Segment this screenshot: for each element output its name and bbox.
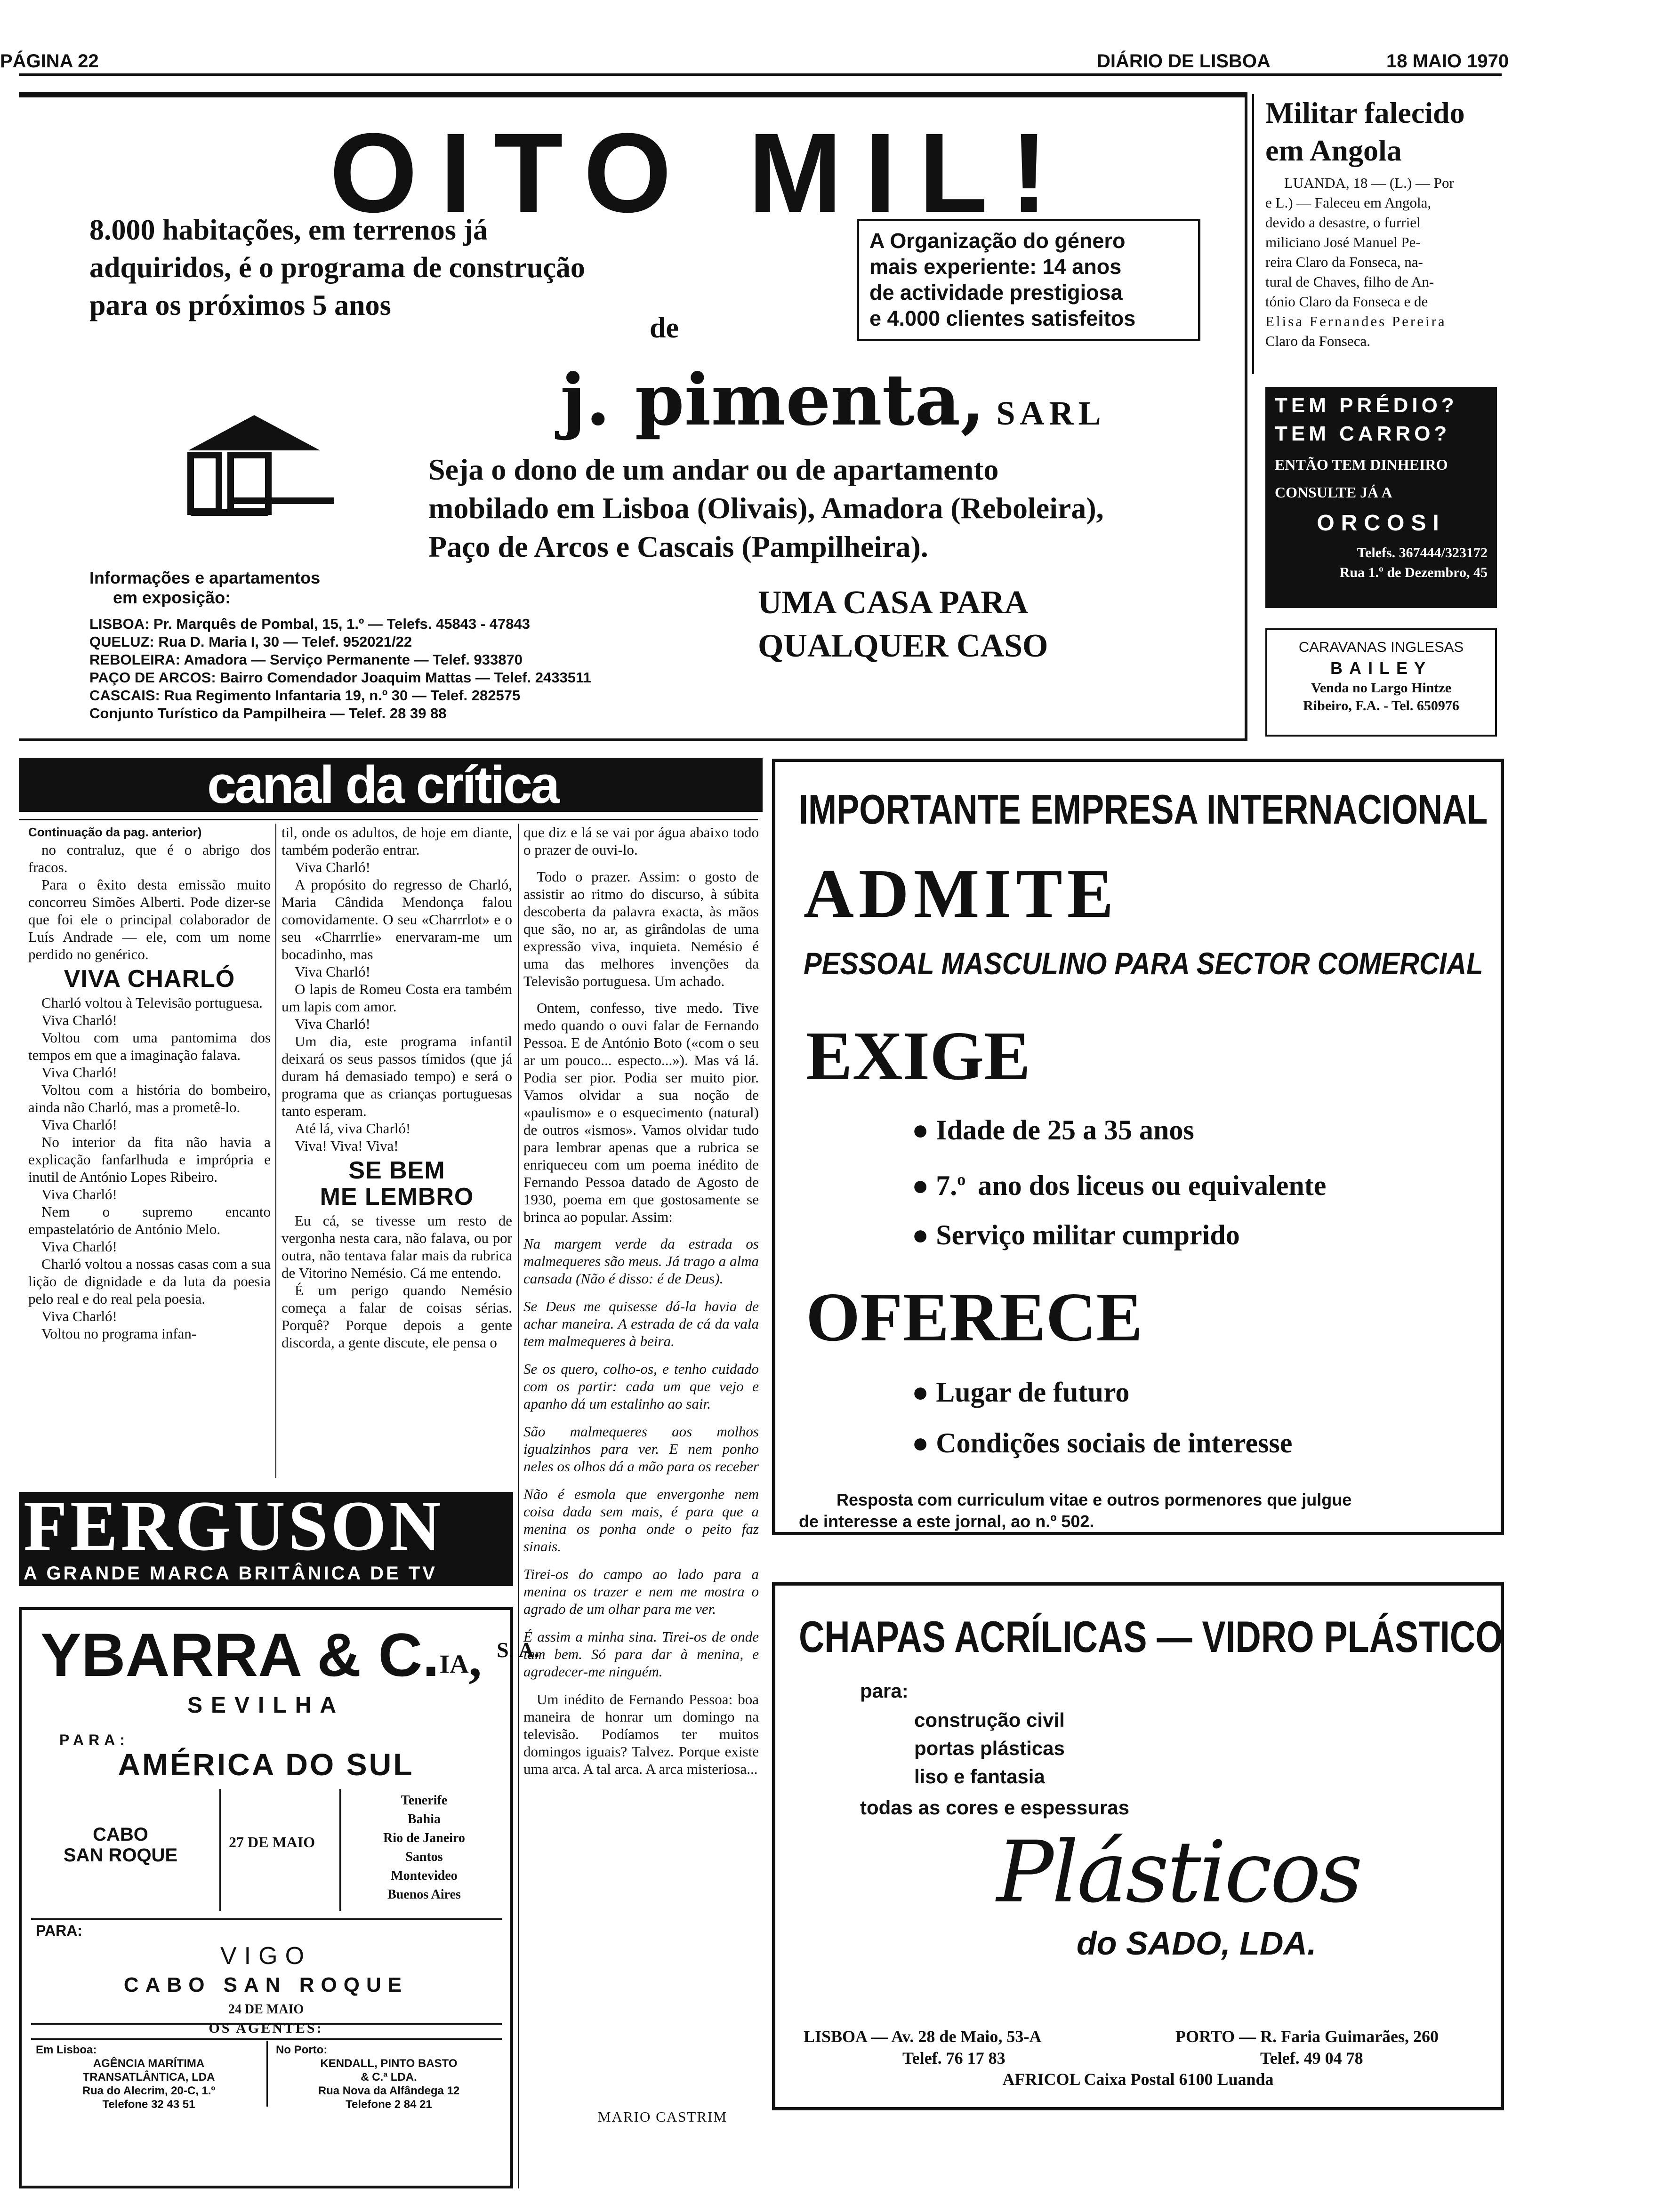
chapas-cores: todas as cores e espessuras <box>860 1796 1130 1819</box>
canal-paragraph: Nem o supremo encanto empastelatório de António Melo. <box>28 1203 271 1237</box>
canal-paragraph: Um inédito de Fernando Pessoa: boa maneira de honrar um domingo na televisão. Podíamos ter muitos domingos iguais? Talvez. Porque existe uma arca. A tal arca. A arca misteriosa... <box>523 1691 759 1777</box>
orcosi-address: Rua 1.º de Dezembro, 45 <box>1339 565 1488 580</box>
canal-paragraph: Voltou no programa infan- <box>41 1325 197 1342</box>
requirement-text: Serviço militar cumprido <box>936 1219 1240 1250</box>
offer-item <box>912 1418 1292 1468</box>
ybarra-ia: IA <box>439 1650 469 1679</box>
chapas-item: liso e fantasia <box>914 1765 1045 1787</box>
canal-paragraph: Viva Charló! <box>295 1016 370 1032</box>
orcosi-phones: Telefs. 367444/323172 <box>1357 545 1488 561</box>
canal-paragraph: no contraluz, que é o abrigo dos fracos. <box>28 842 271 875</box>
canal-paragraph: Para o êxito desta emissão muito concorreu Simões Alberti. Pode dizer-se que foi ele o principal colaborador de Luís Andrade — ele, com um nome perdido no genérico. <box>28 876 271 962</box>
militar-title-line: em Angola <box>1265 134 1402 167</box>
canal-subhead: VIVA CHARLÓ <box>64 965 235 993</box>
ybarra-port: Tenerife <box>401 1793 448 1808</box>
ybarra-destination: AMÉRICA DO SUL <box>118 1747 414 1782</box>
ybarra-agents: OS AGENTES: <box>209 2020 323 2036</box>
ybarra-city: SEVILHA <box>187 1693 345 1718</box>
ybarra-agent-porto <box>276 2043 502 2111</box>
slogan-line: QUALQUER CASO <box>758 628 1048 664</box>
ybarra-rule <box>31 2038 502 2040</box>
requirement-text: Idade de 25 a 35 anos <box>936 1114 1194 1146</box>
ybarra-divider <box>219 1789 221 1911</box>
bullet-icon: ● <box>912 1219 936 1250</box>
agent-line: AGÊNCIA MARÍTIMA <box>93 2057 205 2070</box>
bailey-brand: BAILEY <box>1330 658 1432 678</box>
info-title-line: em exposição: <box>113 588 231 607</box>
agent-line: Rua do Alecrim, 20-C, 1.º <box>82 2084 216 2097</box>
admite-ad <box>772 759 1504 1535</box>
chapas-lisboa-tel: Telef. 76 17 83 <box>902 2049 1005 2068</box>
page-number: PÁGINA 22 <box>0 51 99 72</box>
bullet-icon: ● <box>912 1427 936 1459</box>
ybarra-vigo: VIGO <box>220 1942 312 1970</box>
canal-paragraph: Viva Charló! <box>41 1186 117 1202</box>
canal-paragraph: Ontem, confesso, tive medo. Tive medo quando o ouvi falar de Fernando Pessoa. E de António Boto («com o seu ar um pouco... especto...»). Mas vá lá. Podia ser pior. Podia ser muito pior. Vamos olvidar a sua noção de «paulismo» e o esquecimento (natural) de outros «ismos». Vamos olvidar tudo para lembrar apenas que a rubrica se enriqueceu com um poema inédito de Fernando Pessoa datado de Agosto de 1930, poema em que gostosamente se brinca ao popular. Assim: <box>523 1000 759 1225</box>
canal-subhead <box>282 1157 512 1210</box>
orcosi-line2: TEM CARRO? <box>1275 422 1451 445</box>
chapas-title: CHAPAS ACRÍLICAS — VIDRO PLÁSTICO <box>799 1612 1503 1661</box>
militar-title <box>1265 94 1506 169</box>
plasticos-logo <box>964 1823 1387 1967</box>
canal-title: canal da crítica <box>207 755 558 814</box>
agent-line: & C.ª LDA. <box>361 2071 417 2084</box>
militar-body-line: devido a desastre, o furriel <box>1265 214 1421 231</box>
pimenta-logo-icon <box>169 410 339 528</box>
requirement-item <box>912 1155 1326 1210</box>
offer-text: Condições sociais de interesse <box>936 1427 1293 1459</box>
slogan-line: UMA CASA PARA <box>758 585 1029 621</box>
ybarra-port: Bahia <box>407 1812 441 1827</box>
ybarra-port-cabo <box>36 1824 205 1866</box>
requirement-item <box>912 1106 1326 1155</box>
admite-line1: IMPORTANTE EMPRESA INTERNACIONAL <box>799 786 1488 833</box>
canal-paragraph: Eu cá, se tivesse um resto de vergonha nesta cara, não falava, ou por outra, não tentava falar mais da rubrica de Vitorino Nemésio. Cá me entendo. <box>282 1212 512 1281</box>
militar-body-line: reira Claro da Fonseca, na- <box>1265 254 1423 270</box>
bailey-ad <box>1265 628 1497 737</box>
canal-poem-stanza: Não é esmola que envergonhe nem coisa dada sem mais, é para que a menina os ponha onde o peito faz sinais. <box>523 1486 759 1555</box>
address-line: QUELUZ: Rua D. Maria I, 30 — Telef. 952021/22 <box>89 633 412 650</box>
canal-poem-stanza: Tirei-os do campo ao lado para a menina os trazer e nem me mostra o agrado de um olhar para me ver. <box>523 1566 759 1617</box>
pimenta-headline: OITO MIL! <box>330 110 1071 236</box>
pimenta-sub-line: adquiridos, é o programa de construção <box>89 252 585 284</box>
newspaper-name: DIÁRIO DE LISBOA <box>1097 51 1271 72</box>
ybarra-port: Santos <box>405 1850 443 1864</box>
canal-paragraph: Viva Charló! <box>295 963 370 980</box>
canal-column-3 <box>523 824 759 2104</box>
requirements <box>912 1106 1326 1260</box>
pimenta-slogan <box>758 581 1048 668</box>
canal-subhead-line: SE BEM <box>348 1157 445 1184</box>
canal-paragraph: É um perigo quando Nemésio começa a falar de coisas sérias. Porquê? Porque depois a gente discorda, a gente discute, ele pensa o <box>282 1282 512 1351</box>
bullet-icon: ● <box>912 1114 936 1146</box>
canal-paragraph: No interior da fita não havia a explicação fanfarlhuda e imprópria e inutil de António Lopes Ribeiro. <box>28 1134 271 1185</box>
logo-sub: do SADO, LDA. <box>1077 1925 1317 1962</box>
ybarra-port: Rio de Janeiro <box>383 1831 465 1845</box>
canal-poem-stanza: Na margem verde da estrada os malmequeres são meus. Já trago a alma cansada (Não é disso: é de Deus). <box>523 1235 759 1287</box>
agent-line: Rua Nova da Alfândega 12 <box>318 2084 460 2097</box>
canal-subhead-line: ME LEMBRO <box>320 1183 474 1210</box>
ybarra-date2: 24 DE MAIO <box>228 2002 304 2017</box>
ybarra-divider <box>339 1789 341 1911</box>
pimenta-addresses <box>89 615 591 722</box>
pimenta-info-title <box>89 568 320 608</box>
page-header <box>0 0 1657 89</box>
ybarra-brand: YBARRA & C. <box>40 1620 440 1689</box>
orcosi-brand: ORCOSI <box>1317 511 1446 536</box>
orcosi-ad <box>1265 387 1497 608</box>
militar-body-line: Elisa Fernandes Pereira <box>1265 313 1447 329</box>
canal-paragraph: Todo o prazer. Assim: o gosto de assistir ao ritmo do discurso, à súbita descoberta da palavra exacta, às mãos que são, no ar, as girândolas de uma expressão viva, inquieta. Nemésio é uma das melhores invenções da Televisão portuguesa. Um achado. <box>523 868 759 989</box>
ybarra-port: Montevideo <box>391 1868 458 1883</box>
canal-poem-stanza: Se Deus me quisesse dá-la havia de achar maneira. A estrada de cá da vala tem malmequeres à beira. <box>523 1298 759 1349</box>
address-line: CASCAIS: Rua Regimento Infantaria 19, n.º 30 — Telef. 282575 <box>89 687 521 704</box>
ybarra-rule <box>31 1918 502 1920</box>
canal-paragraph: A propósito do regresso de Charló, Maria Cândida Mendonça falou comovidamente. O seu «Charrrlot» e o seu «Charrrlie» enervaram-me um bocadinho, mas <box>282 876 512 962</box>
ybarra-ports <box>351 1791 497 1904</box>
experience-line: A Organização do género <box>869 229 1126 253</box>
ybarra-comma: , <box>468 1630 482 1687</box>
militar-title-line: Militar falecido <box>1265 96 1465 129</box>
chapas-para: para: <box>860 1680 909 1702</box>
experience-line: e 4.000 clientes satisfeitos <box>869 306 1136 330</box>
ybarra-sa: S. A. <box>497 1638 539 1662</box>
admite-word: ADMITE <box>804 855 1118 932</box>
pimenta-sub-line: para os próximos 5 anos <box>89 289 391 321</box>
pitch-line: mobilado em Lisboa (Olivais), Amadora (Reboleira), <box>428 491 1104 525</box>
chapas-lisboa <box>804 2026 1041 2069</box>
ybarra-para1: PARA: <box>59 1731 129 1748</box>
canal-paragraph: que diz e lá se vai por água abaixo todo o prazer de ouvi-lo. <box>523 824 759 858</box>
pimenta-sub-line: 8.000 habitações, em terrenos já <box>89 214 488 246</box>
agent-line: Telefone 32 43 51 <box>102 2098 195 2111</box>
chapas-item: construção civil <box>914 1709 1065 1731</box>
ybarra-agent-lisboa <box>36 2043 262 2111</box>
logo-script: Plásticos <box>997 1823 1361 1922</box>
ferguson-brand: FERGUSON <box>24 1492 444 1565</box>
canal-paragraph: Até lá, viva Charló! <box>295 1120 411 1137</box>
orcosi-line4: CONSULTE JÁ A <box>1275 484 1392 501</box>
header-rule <box>19 73 1502 76</box>
agent-line: No Porto: <box>276 2044 328 2056</box>
militar-body <box>1265 173 1506 351</box>
militar-body-line: miliciano José Manuel Pe- <box>1265 234 1421 250</box>
address-line: LISBOA: Pr. Marquês de Pombal, 15, 1.º — Telefs. 45843 - 47843 <box>89 616 530 632</box>
ybarra-cabo: CABO SAN ROQUE <box>123 1973 409 1996</box>
canal-paragraph: Viva Charló! <box>41 1064 117 1081</box>
militar-body-line: tural de Chaves, filho de An- <box>1265 273 1434 290</box>
canal-author: MARIO CASTRIM <box>598 2108 727 2125</box>
canal-paragraph: Viva Charló! <box>41 1012 117 1028</box>
pimenta-de: de <box>650 312 679 344</box>
ybarra-port-line: CABO <box>93 1824 148 1845</box>
chapas-ad <box>772 1582 1504 2110</box>
chapas-porto-tel: Telef. 49 04 78 <box>1260 2049 1363 2068</box>
canal-paragraph: Viva Charló! <box>41 1116 117 1133</box>
agent-line: Em Lisboa: <box>36 2044 97 2056</box>
exige-word: EXIGE <box>806 1018 1031 1095</box>
ybarra-para2: PARA: <box>36 1922 82 1939</box>
chapas-items <box>914 1706 1065 1791</box>
orcosi-line1: TEM PRÉDIO? <box>1275 394 1458 417</box>
bullet-icon: ● <box>912 1377 936 1408</box>
info-title-line: Informações e apartamentos <box>89 568 321 587</box>
pimenta-ad <box>19 92 1247 741</box>
bailey-line3: Venda no Largo Hintze <box>1311 680 1452 696</box>
ybarra-divider <box>266 2041 268 2107</box>
column-divider <box>275 824 276 1478</box>
pimenta-sub <box>89 211 585 324</box>
offer-item <box>912 1367 1292 1418</box>
pimenta-company <box>560 359 1106 441</box>
ybarra-port-line: SAN ROQUE <box>63 1845 178 1866</box>
chapas-porto <box>1175 2026 1439 2069</box>
agent-line: TRANSATLÂNTICA, LDA <box>82 2071 215 2084</box>
response-line: de interesse a este jornal, ao n.º 502. <box>799 1512 1094 1531</box>
militar-body-line: e L.) — Faleceu em Angola, <box>1265 194 1432 211</box>
canal-banner <box>19 755 763 814</box>
requirement-text: ano dos liceus ou equivalente <box>978 1170 1327 1201</box>
canal-poem-stanza: São malmequeres aos molhos igualzinhos para ver. E nem ponho neles os olhos dá a mão para os receber <box>523 1423 759 1475</box>
canal-paragraph: Viva Charló! <box>41 1238 117 1255</box>
canal-paragraph: Viva Charló! <box>295 859 370 875</box>
ybarra-date1: 27 DE MAIO <box>229 1834 315 1851</box>
ybarra-ad <box>19 1607 539 2188</box>
orcosi-line3: ENTÃO TEM DINHEIRO <box>1275 456 1448 473</box>
canal-paragraph: Viva! Viva! Viva! <box>295 1138 399 1154</box>
canal-paragraph: Um dia, este programa infantil deixará os seus passos tímidos (que já duram há demasiado tempo) e será o programa que as crianças portuguesas tanto esperam. <box>282 1033 512 1119</box>
canal-column-2 <box>282 824 512 1478</box>
bullet-icon: ● <box>912 1170 936 1201</box>
pitch-line: Seja o dono de um andar ou de apartamento <box>428 453 999 486</box>
address-line: Conjunto Turístico da Pampilheira — Telef. 28 39 88 <box>89 705 447 721</box>
address-line: PAÇO DE ARCOS: Bairro Comendador Joaquim Mattas — Telef. 2433511 <box>89 669 591 686</box>
canal-paragraph: Charló voltou à Televisão portuguesa. <box>41 994 263 1011</box>
agent-line: KENDALL, PINTO BASTO <box>320 2057 458 2070</box>
experience-line: de actividade prestigiosa <box>869 281 1123 305</box>
canal-poem-stanza: Se os quero, colho-os, e tenho cuidado com os partir: cada um que vejo e apanho dá um estalinho ao sair. <box>523 1361 759 1412</box>
oferece-word: OFERECE <box>806 1279 1143 1356</box>
response-line: Resposta com curriculum vitae e outros pormenores que julgue <box>837 1490 1352 1509</box>
canal-paragraph: Charló voltou a nossas casas com a sua lição de dignidade e da luta da poesia pelo real e do real pela poesia. <box>28 1256 271 1307</box>
militar-article <box>1252 94 1506 374</box>
militar-body-line: tónio Claro da Fonseca e de <box>1265 293 1428 310</box>
pimenta-experience-box <box>857 219 1200 341</box>
bailey-line1: CARAVANAS INGLESAS <box>1298 639 1464 655</box>
requirement-ordinal: o <box>957 1170 966 1189</box>
ferguson-ad <box>19 1492 513 1586</box>
issue-date: 18 MAIO 1970 <box>1386 51 1509 72</box>
canal-column-1 <box>28 824 271 1478</box>
canal-continuation: Continuação da pag. anterior) <box>28 825 202 839</box>
requirement-item <box>912 1210 1326 1260</box>
canal-poem-stanza: É assim a minha sina. Tirei-os de onde tam bem. Só para dar à menina, e agradecer-me ninguém. <box>523 1628 759 1680</box>
canal-paragraph: O lapis de Romeu Costa era também um lapis com amor. <box>282 981 512 1015</box>
company-suffix: SARL <box>996 394 1106 432</box>
admite-response <box>799 1489 1477 1532</box>
ybarra-port: Buenos Aires <box>387 1887 461 1902</box>
experience-line: mais experiente: 14 anos <box>869 255 1122 279</box>
company-name: j. pimenta, <box>560 359 985 441</box>
admite-sector: PESSOAL MASCULINO PARA SECTOR COMERCIAL <box>804 946 1483 981</box>
pitch-line: Paço de Arcos e Cascais (Pampilheira). <box>428 530 928 563</box>
militar-body-line: LUANDA, 18 — (L.) — Por <box>1284 175 1454 191</box>
pimenta-pitch <box>428 450 1104 566</box>
canal-paragraph: til, onde os adultos, de hoje em diante, também poderão entrar. <box>282 824 512 858</box>
militar-body-line: Claro da Fonseca. <box>1265 333 1370 349</box>
column-divider <box>518 824 519 2188</box>
chapas-lisboa-address: LISBOA — Av. 28 de Maio, 53-A <box>804 2027 1042 2046</box>
bailey-line4: Ribeiro, F.A. - Tel. 650976 <box>1303 698 1459 713</box>
canal-paragraph: Viva Charló! <box>41 1308 117 1324</box>
chapas-africol: AFRICOL Caixa Postal 6100 Luanda <box>1002 2070 1274 2089</box>
offers <box>912 1367 1292 1468</box>
requirement-text: 7. <box>936 1170 957 1201</box>
canal-rule <box>19 819 758 820</box>
offer-text: Lugar de futuro <box>936 1377 1130 1408</box>
agent-line: Telefone 2 84 21 <box>346 2098 432 2111</box>
canal-paragraph: Voltou com a história do bombeiro, ainda não Charló, mas a prometê-lo. <box>28 1082 271 1115</box>
ferguson-tagline: A GRANDE MARCA BRITÂNICA DE TV <box>24 1563 437 1584</box>
address-line: REBOLEIRA: Amadora — Serviço Permanente — Telef. 933870 <box>89 651 523 668</box>
chapas-item: portas plásticas <box>914 1737 1065 1759</box>
chapas-porto-address: PORTO — R. Faria Guimarães, 260 <box>1175 2027 1439 2046</box>
canal-paragraph: Voltou com uma pantomima dos tempos em que a imaginação falava. <box>28 1029 271 1063</box>
ybarra-brand-row <box>40 1619 539 1690</box>
